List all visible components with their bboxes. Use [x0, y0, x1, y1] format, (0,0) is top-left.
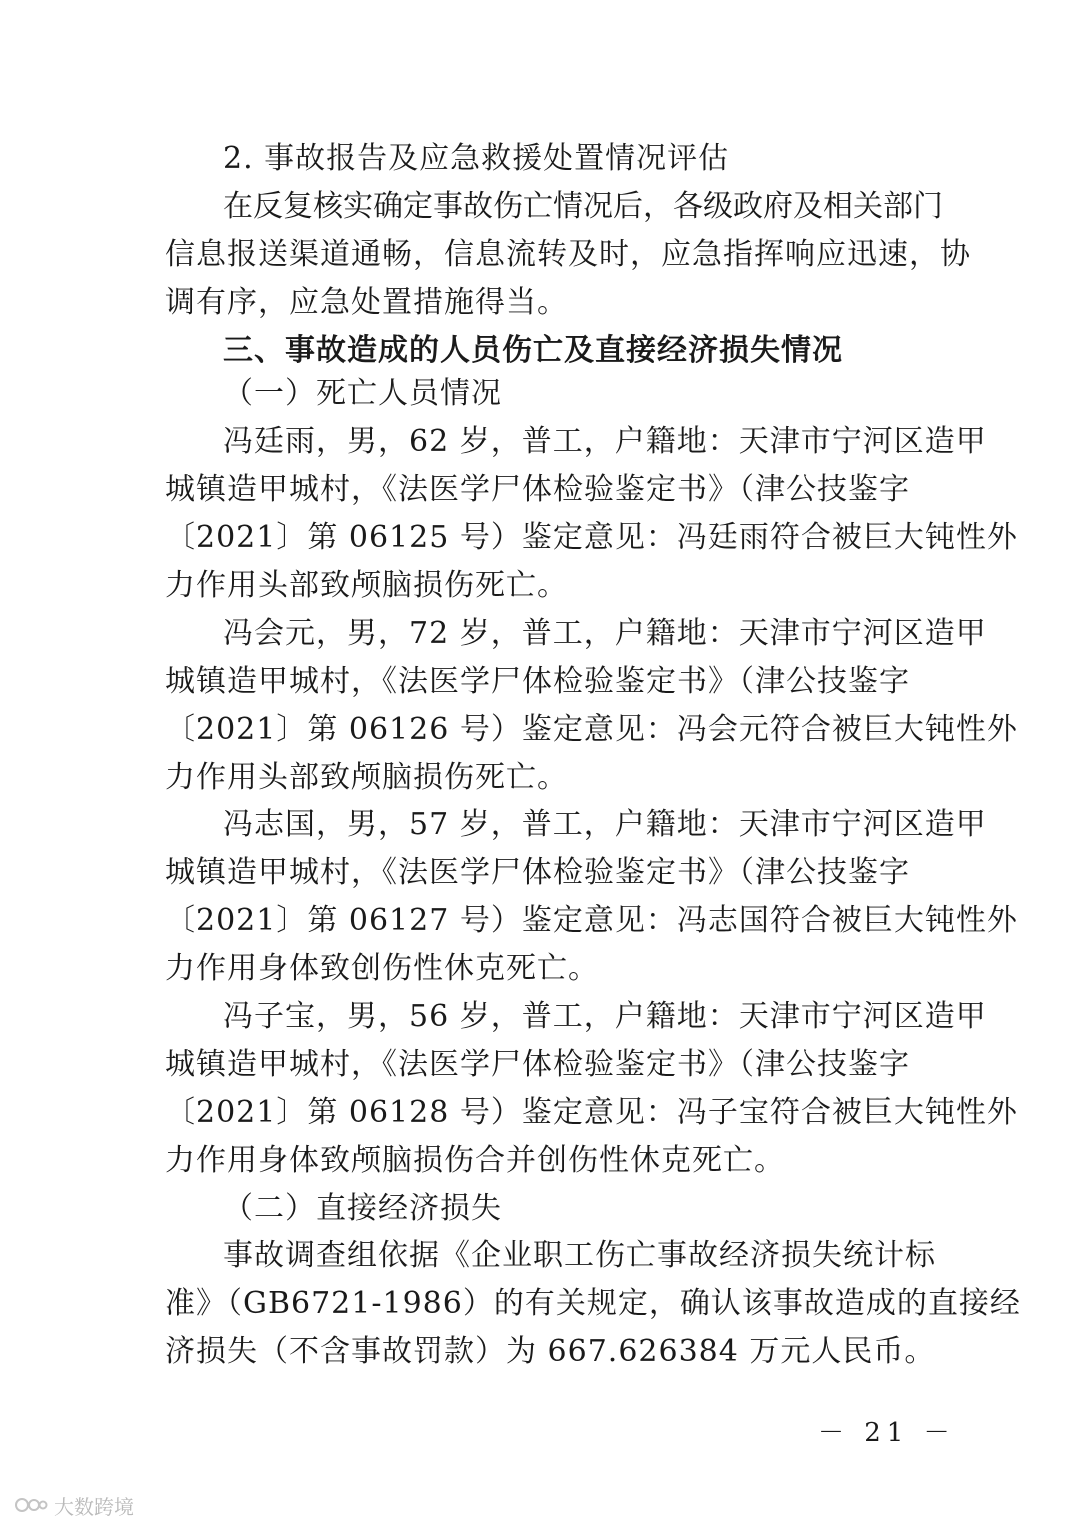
page-number: － 21 －	[818, 1418, 956, 1448]
paragraph-line: 冯会元，男，72 岁，普工，户籍地：天津市宁河区造甲	[223, 616, 987, 651]
paragraph-line: 信息报送渠道通畅，信息流转及时，应急指挥响应迅速，协	[165, 237, 971, 272]
paragraph-line: 调有序，应急处置措施得当。	[165, 285, 568, 320]
watermark-text: 大数跨境	[54, 1494, 134, 1519]
paragraph-line: 力作用头部致颅脑损伤死亡。	[165, 568, 568, 603]
paragraph-line: 城镇造甲城村，《法医学尸体检验鉴定书》（津公技鉴字	[165, 1047, 910, 1082]
section-subheading-2: 2. 事故报告及应急救援处置情况评估	[223, 141, 730, 176]
paragraph-line: 冯子宝，男，56 岁，普工，户籍地：天津市宁河区造甲	[223, 999, 987, 1034]
paragraph-line: 冯廷雨，男，62 岁，普工，户籍地：天津市宁河区造甲	[223, 424, 987, 459]
paragraph-line: 城镇造甲城村，《法医学尸体检验鉴定书》（津公技鉴字	[165, 472, 910, 507]
paragraph-line: 准》（GB6721-1986）的有关规定，确认该事故造成的直接经	[165, 1286, 1021, 1321]
camera-lens-logo-icon	[14, 1494, 48, 1516]
paragraph-line: 〔2021〕第 06125 号）鉴定意见：冯廷雨符合被巨大钝性外	[165, 520, 1018, 555]
paragraph-line: 〔2021〕第 06128 号）鉴定意见：冯子宝符合被巨大钝性外	[165, 1095, 1018, 1130]
watermark	[14, 1490, 134, 1520]
paragraph-line: 济损失（不含事故罚款）为 667.626384 万元人民币。	[165, 1334, 936, 1369]
paragraph-line: 力作用身体致创伤性休克死亡。	[165, 951, 599, 986]
paragraph-line: 〔2021〕第 06126 号）鉴定意见：冯会元符合被巨大钝性外	[165, 712, 1018, 747]
paragraph-line: 力作用身体致颅脑损伤合并创伤性休克死亡。	[165, 1143, 785, 1178]
section-heading-3: 三、事故造成的人员伤亡及直接经济损失情况	[223, 333, 843, 368]
paragraph-line: 城镇造甲城村，《法医学尸体检验鉴定书》（津公技鉴字	[165, 855, 910, 890]
paragraph-line: 在反复核实确定事故伤亡情况后，各级政府及相关部门	[223, 189, 943, 224]
paragraph-line: 冯志国，男，57 岁，普工，户籍地：天津市宁河区造甲	[223, 807, 987, 842]
paragraph-line: 〔2021〕第 06127 号）鉴定意见：冯志国符合被巨大钝性外	[165, 903, 1018, 938]
paragraph-line: 事故调查组依据《企业职工伤亡事故经济损失统计标	[223, 1238, 936, 1273]
subsection-heading-deaths: （一）死亡人员情况	[223, 376, 502, 411]
paragraph-line: 城镇造甲城村，《法医学尸体检验鉴定书》（津公技鉴字	[165, 664, 910, 699]
subsection-heading-economic-loss: （二）直接经济损失	[223, 1191, 502, 1226]
paragraph-line: 力作用头部致颅脑损伤死亡。	[165, 760, 568, 795]
